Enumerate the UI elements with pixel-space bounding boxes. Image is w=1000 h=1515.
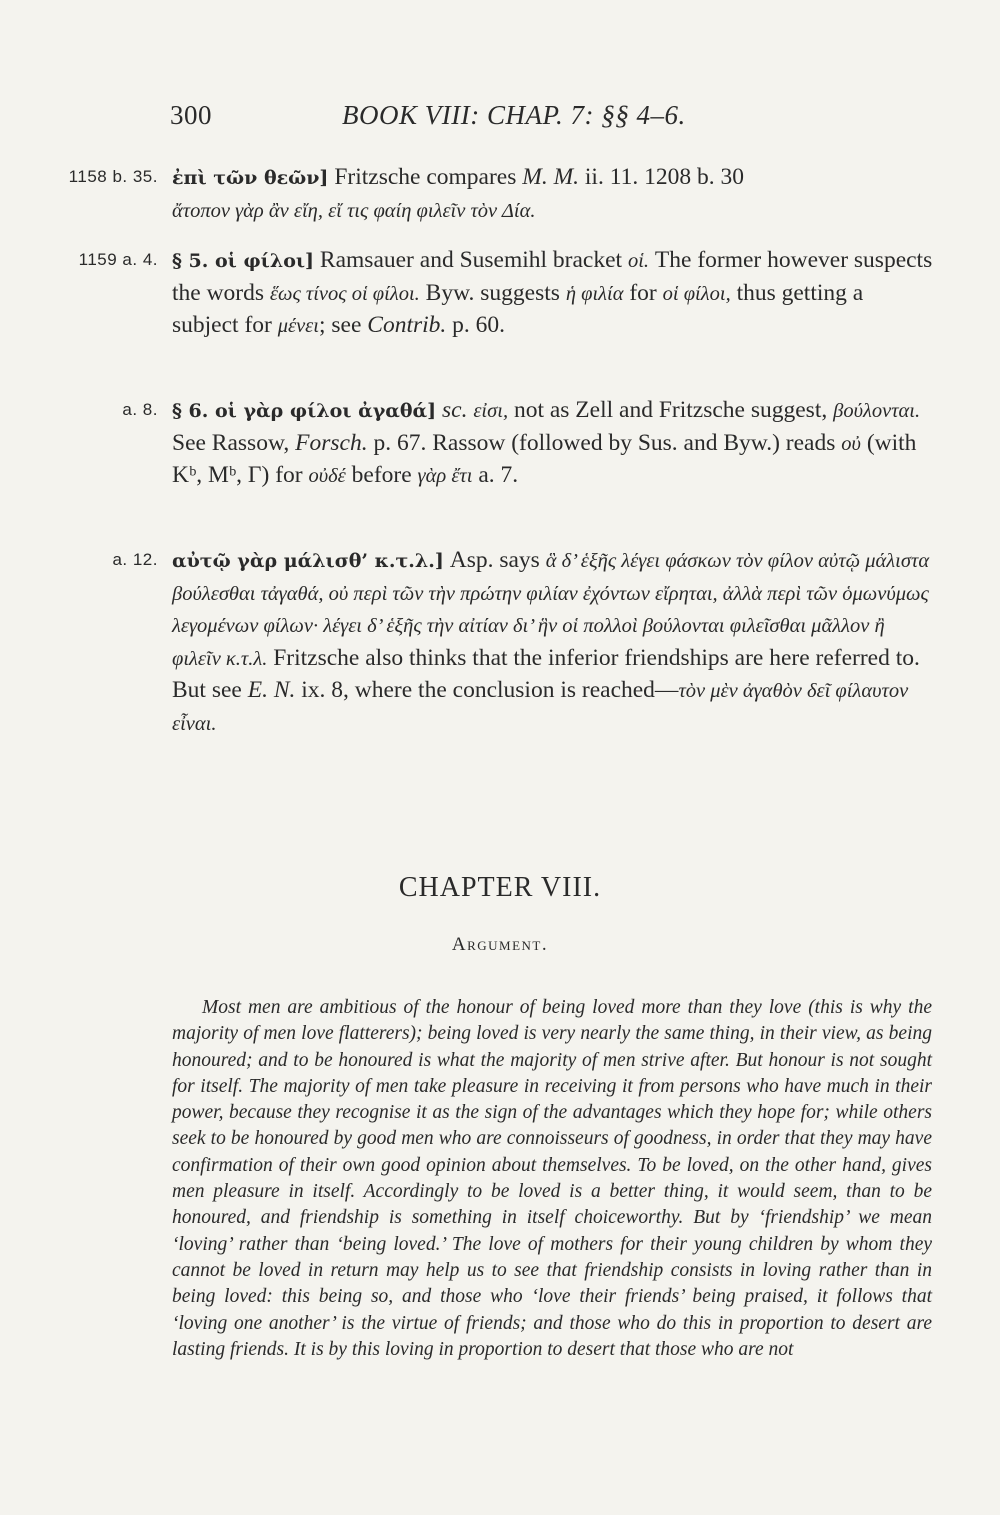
abbreviation: sc. [442, 397, 468, 423]
note-text: p. 67. Rassow (followed by Sus. and Byw.) reads [373, 429, 836, 456]
note-body [172, 395, 934, 493]
note-body [172, 245, 934, 343]
line-reference: 1158 b. 35. [68, 167, 158, 186]
greek-word: οὐδέ [308, 465, 346, 487]
note-body [172, 162, 934, 227]
note-text: for [629, 279, 657, 306]
note-text: not as Zell and Fritzsche suggest, [513, 397, 828, 423]
note-text: Fritzsche compares [334, 164, 517, 190]
running-title: BOOK VIII: CHAP. 7: §§ 4–6. [342, 100, 686, 130]
note-text: The former however suspects the words [172, 247, 933, 306]
note-text: a. 7. [478, 462, 519, 488]
lemma: αὐτῷ γὰρ μάλισθ’ κ.τ.λ.] [172, 550, 444, 572]
note-text: Ramsauer and Susemihl bracket [319, 247, 623, 273]
lemma: § 5. οἱ φίλοι] [172, 250, 315, 272]
chapter-title: CHAPTER VIII. [398, 872, 602, 903]
line-reference: 1159 a. 4. [78, 250, 158, 269]
note-text: See Rassow, [172, 429, 290, 456]
greek-phrase: οἱ φίλοι, [662, 282, 731, 305]
greek-quotation: τὸν μὲν ἀγαθὸν δεῖ φίλαυτον εἶναι. [172, 680, 909, 735]
citation: E. N. [247, 677, 296, 703]
greek-quotation: ἄτοπον γὰρ ἂν εἴη, εἴ τις φαίη φιλεῖν τὸν Δία. [172, 199, 536, 222]
line-reference: a. 8. [122, 400, 158, 419]
note-text: p. 60. [452, 312, 506, 338]
note-text: ix. 8, where the conclusion is reached— [301, 677, 679, 703]
note-text: ii. 11. 1208 b. 30 [584, 164, 744, 190]
page-number: 300 [170, 100, 212, 130]
citation: Forsch. [295, 429, 368, 456]
greek-quotation: ἃ δ’ ἑξῆς λέγει φάσκων τὸν φίλον αὐτῷ μάλιστα βούλεσθαι τἀγαθά, οὐ περὶ τῶν τὴν πρώτην φιλίαν ἐχόντων εἴρηται, ἀλλὰ περὶ τῶν ὁμωνύμως λεγομένων φίλων· λέγει δ’ ἑξῆς τὴν αἰτίαν δι’ ἣν οἱ πολλοὶ βούλονται φιλεῖσθαι μᾶλλον ἢ φιλεῖν κ.τ.λ. [172, 550, 930, 670]
greek-phrase: ἡ φιλία [565, 282, 624, 305]
argument-paragraph: Most men are ambitious of the honour of being loved more than they love (this is why the majority of men love flatterers); being loved is very nearly the same thing, in their view, as being honoured; and to be honoured is what the majority of men strive after. But honour is not sought for itself. The majority of men take pleasure in receiving it from persons who have much in their power, because they recognise it as the sign of the advantages which they hope for; while others seek to be honoured by good men who are connoisseurs of goodness, in order that they may have confirmation of their own good opinion about themselves. To be loved, on the other hand, gives men pleasure in itself. Accordingly to be loved is a better thing, it would seem, than to be honoured, and friendship is something in itself choiceworthy. But by ‘friendship’ we mean ‘loving’ rather than ‘being loved.’ The love of mothers for their young children by whom they cannot be loved in return may help us to see that friendship consists in loving rather than in being loved: this being so, and those who ‘love their friends’ being praised, it follows that ‘loving one another’ is the virtue of friends; and those who do this in proportion to desert are lasting friends. It is by this loving in proportion to desert that those who are not [172, 997, 932, 1360]
line-reference: a. 12. [112, 550, 158, 569]
note-body [172, 545, 934, 740]
note-text: before [351, 462, 412, 488]
citation: M. M. [522, 164, 580, 190]
lemma: § 6. οἱ γὰρ φίλοι ἀγαθά] [172, 400, 437, 422]
note-text: Asp. says [449, 547, 540, 573]
note-text: ; see [318, 312, 362, 338]
greek-word: βούλονται. [833, 400, 921, 422]
greek-word: οὐ [841, 432, 861, 455]
note-text: thus getting a subject for [172, 279, 864, 338]
greek-word: οἱ. [627, 250, 650, 272]
greek-word: εἰσι, [473, 400, 509, 422]
greek-word: μένει [277, 315, 319, 337]
argument-heading: Argument. [451, 934, 549, 955]
greek-phrase: γὰρ ἔτι [417, 465, 473, 487]
citation: Contrib. [367, 312, 447, 338]
note-text: Fritzsche also thinks that the inferior friendships are here referred to. But see [172, 644, 920, 703]
lemma: ἐπὶ τῶν θεῶν] [172, 167, 329, 189]
greek-phrase: ἕως τίνος οἱ φίλοι. [269, 282, 420, 305]
note-text: (with Kᵇ, Mᵇ, Γ) for [172, 429, 917, 488]
note-text: Byw. suggests [425, 279, 560, 306]
